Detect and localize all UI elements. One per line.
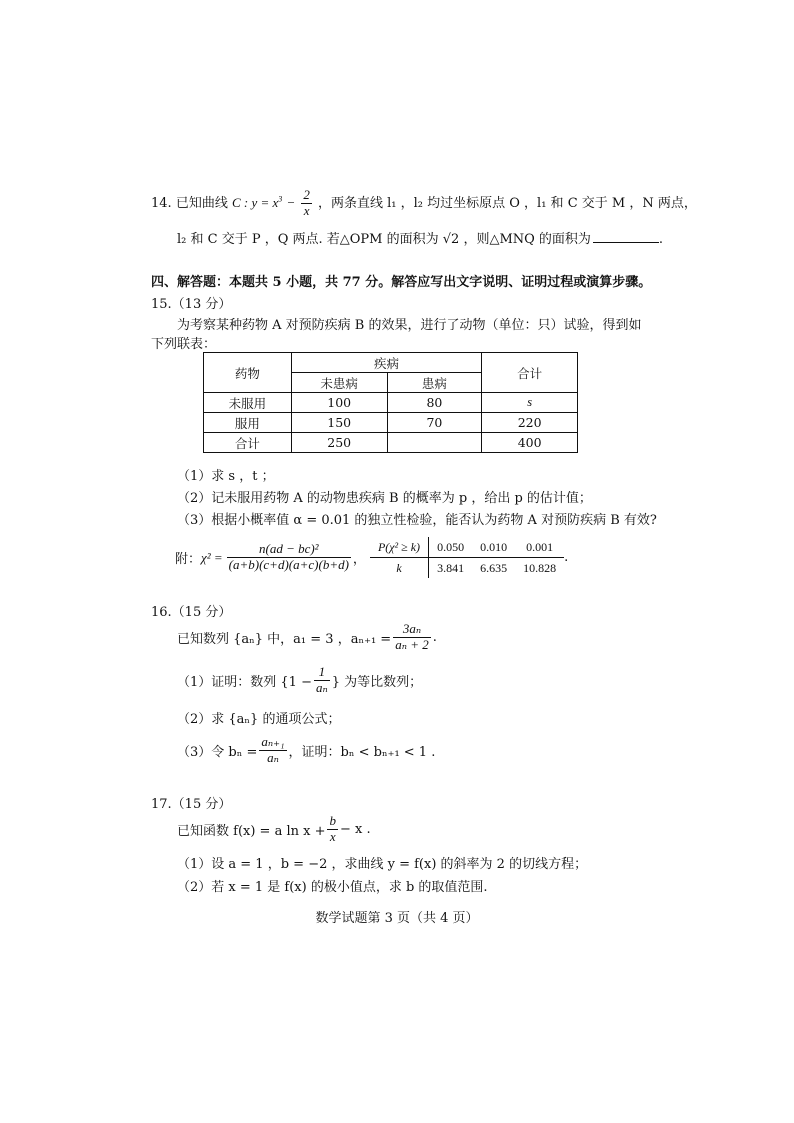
q17-fraction bbox=[327, 814, 338, 845]
q16-part-1 bbox=[177, 665, 422, 696]
k-table-k-label: k bbox=[370, 558, 429, 579]
q15-intro-2: 下列联表： bbox=[151, 337, 217, 352]
q16-p3-text-a: （3）令 bₙ = bbox=[177, 744, 258, 760]
q16-rec-den: aₙ + 2 bbox=[395, 636, 429, 652]
q15-part-2: （2）记未服用药物 A 的动物患疾病 B 的概率为 p ，给出 p 的估计值； bbox=[177, 491, 592, 506]
appendix-comma: ， bbox=[352, 552, 366, 567]
q16-p1-den: aₙ bbox=[315, 679, 328, 695]
cell-not-sick: 150 bbox=[291, 413, 387, 433]
q17-number: 17.（15 分） bbox=[151, 797, 232, 812]
q16-recurrence-fraction bbox=[393, 622, 431, 653]
q14-text-c: l₂ 和 C 交于 P ，Q 两点. 若△OPM 的面积为 √2 ，则△MNQ 的面积为 bbox=[177, 232, 591, 247]
k-table-k: 6.635 bbox=[480, 560, 508, 575]
q16-given-text: 已知数列 {aₙ} 中，a₁ = 3 ，aₙ₊₁ = bbox=[177, 631, 392, 647]
page-footer: 数学试题第 3 页（共 4 页） bbox=[315, 911, 479, 926]
cell-total: s bbox=[482, 393, 578, 413]
header-sick: 患病 bbox=[387, 373, 482, 393]
q17-given-text-a: 已知函数 f(x) = a ln x + bbox=[177, 823, 326, 839]
chi-square-fraction bbox=[227, 542, 351, 573]
q16-number: 16.（15 分） bbox=[151, 605, 232, 620]
q16-p1-text-a: （1）证明：数列 {1 − bbox=[177, 674, 312, 690]
chi-square-symbol: χ² = bbox=[201, 549, 223, 565]
cell-not-sick: 100 bbox=[291, 393, 387, 413]
q15-appendix bbox=[175, 537, 568, 578]
q16-given bbox=[177, 622, 437, 653]
q16-p1-text-b: } 为等比数列； bbox=[331, 674, 423, 690]
q14-number: 14. bbox=[151, 195, 172, 211]
k-table-k: 3.841 bbox=[437, 560, 465, 575]
header-disease: 疾病 bbox=[291, 353, 481, 373]
section-4-heading: 四、解答题：本题共 5 小题，共 77 分。解答应写出文字说明、证明过程或演算步骤。 bbox=[151, 275, 652, 290]
critical-value-table bbox=[370, 537, 564, 578]
table-row bbox=[204, 433, 578, 453]
header-drug: 药物 bbox=[204, 353, 292, 393]
q16-p1-fraction bbox=[314, 665, 330, 696]
q15-number: 15.（13 分） bbox=[151, 297, 232, 312]
cell-sick: 80 bbox=[387, 393, 482, 413]
q17-frac-num: b bbox=[329, 813, 336, 828]
q14-curve-exp: 3 bbox=[278, 194, 283, 204]
q14-minus: − bbox=[286, 194, 296, 210]
contingency-table bbox=[203, 352, 578, 453]
k-table-k: 10.828 bbox=[523, 560, 557, 575]
q17-given bbox=[177, 814, 371, 845]
chi-den: (a+b)(c+d)(a+c)(b+d) bbox=[228, 557, 349, 572]
q14-text-b: ，两条直线 l₁ ，l₂ 均过坐标原点 O ，l₁ 和 C 交于 M ，N 两点， bbox=[318, 195, 697, 211]
q15-part-3: （3）根据小概率值 α = 0.01 的独立性检验，能否认为药物 A 对预防疾病 B 有效? bbox=[177, 513, 657, 528]
q16-p3-fraction bbox=[259, 735, 286, 766]
cell-total: 220 bbox=[482, 413, 578, 433]
q16-p3-den: aₙ bbox=[267, 749, 279, 765]
cell-not-sick: 250 bbox=[291, 433, 387, 453]
question-14-line-2 bbox=[177, 228, 663, 247]
chi-num: n(ad − bc)² bbox=[227, 542, 351, 558]
q16-p1-num: 1 bbox=[314, 665, 330, 681]
q15-part-1: （1）求 s ，t ； bbox=[177, 469, 275, 484]
q16-given-end: . bbox=[432, 629, 437, 645]
question-14-line-1 bbox=[151, 188, 697, 219]
q14-fraction bbox=[301, 188, 312, 219]
q14-text-a: 已知曲线 bbox=[175, 195, 228, 211]
q16-rec-num: 3aₙ bbox=[393, 622, 431, 638]
q14-frac-num: 2 bbox=[303, 187, 310, 202]
cell-sick bbox=[387, 433, 482, 453]
cell-total: 400 bbox=[482, 433, 578, 453]
q17-part-1: （1）设 a = 1 ，b = −2 ，求曲线 y = f(x) 的斜率为 2 的切线方程； bbox=[177, 857, 588, 872]
q16-p3-num: aₙ₊₁ bbox=[261, 734, 285, 749]
q14-curve: C : y = x bbox=[231, 194, 279, 210]
q17-part-2: （2）若 x = 1 是 f(x) 的极小值点，求 b 的取值范围. bbox=[177, 880, 488, 895]
cell-sick: 70 bbox=[387, 413, 482, 433]
row-label: 合计 bbox=[204, 433, 292, 453]
q15-intro-1: 为考察某种药物 A 对预防疾病 B 的效果，进行了动物（单位：只）试验，得到如 bbox=[177, 318, 642, 333]
q17-frac-den: x bbox=[329, 828, 336, 844]
q14-period: . bbox=[658, 232, 664, 247]
q16-part-2: （2）求 {aₙ} 的通项公式； bbox=[177, 712, 341, 727]
table-row bbox=[204, 393, 578, 413]
q14-frac-den: x bbox=[303, 202, 310, 218]
appendix-label: 附： bbox=[175, 552, 202, 567]
k-table-prob: 0.010 bbox=[472, 537, 515, 558]
table-row bbox=[204, 413, 578, 433]
q17-given-text-b: − x . bbox=[339, 821, 371, 837]
row-label: 未服用 bbox=[204, 393, 292, 413]
k-table-prob: 0.001 bbox=[515, 537, 564, 558]
q14-answer-blank[interactable] bbox=[593, 242, 659, 243]
k-table-p-label: P(χ² ≥ k) bbox=[370, 537, 429, 558]
q16-p3-text-b: ，证明：bₙ < bₙ₊₁ < 1 . bbox=[288, 744, 436, 760]
k-table-prob: 0.050 bbox=[429, 537, 473, 558]
q16-part-3 bbox=[177, 735, 435, 766]
header-total: 合计 bbox=[482, 353, 578, 393]
row-label: 服用 bbox=[204, 413, 292, 433]
header-not-sick: 未患病 bbox=[291, 373, 387, 393]
appendix-period: . bbox=[564, 550, 569, 565]
